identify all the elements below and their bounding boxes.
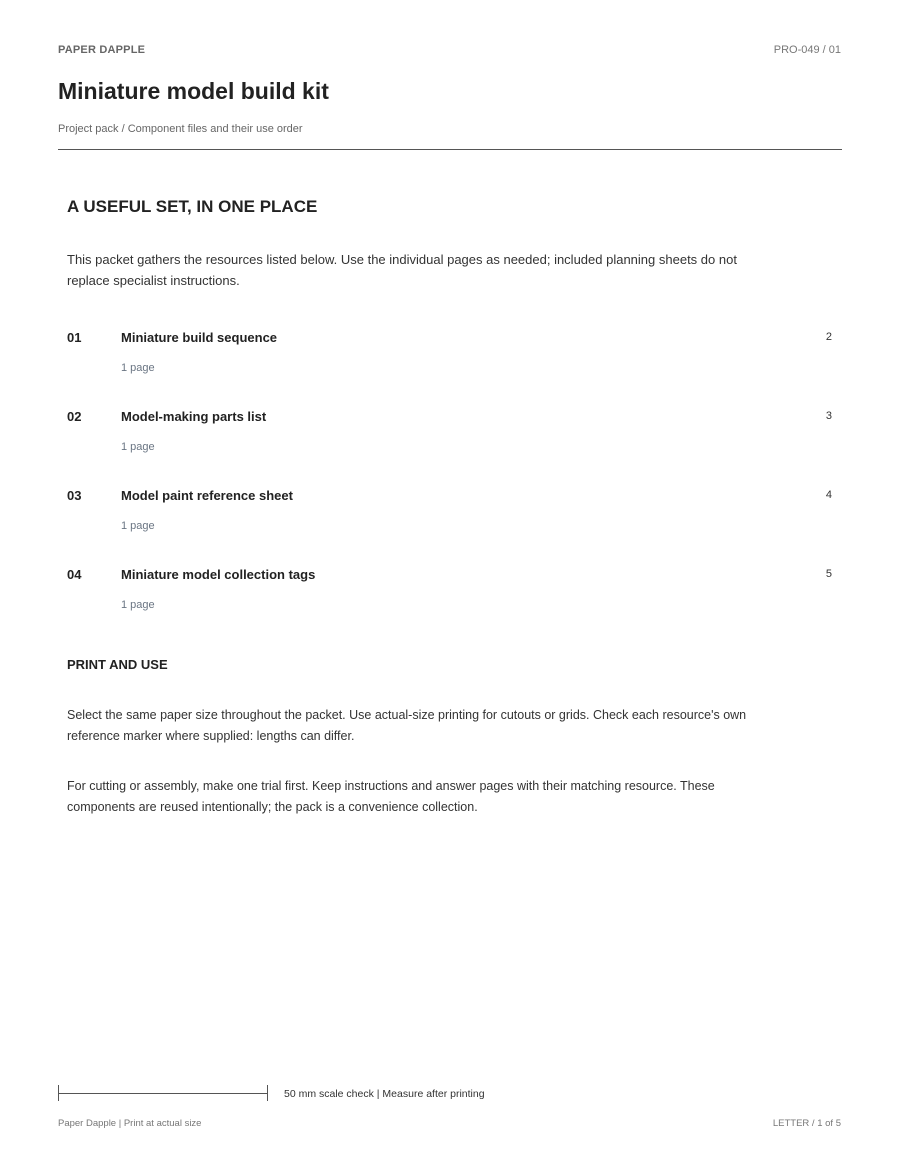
item-title: Model-making parts list — [121, 409, 267, 424]
brand-name: PAPER DAPPLE — [58, 44, 146, 56]
item-number: 01 — [67, 330, 82, 345]
header-divider — [58, 149, 842, 150]
item-page-number: 4 — [825, 489, 832, 501]
item-page-count: 1 page — [121, 362, 155, 374]
scale-check-label: 50 mm scale check | Measure after printing — [284, 1088, 485, 1100]
print-heading: PRINT AND USE — [67, 657, 168, 672]
item-page-number: 2 — [825, 331, 832, 343]
scale-line — [58, 1093, 268, 1094]
scale-check-bar — [58, 1085, 268, 1101]
item-page-number: 5 — [825, 568, 832, 580]
item-page-count: 1 page — [121, 520, 155, 532]
contents-item — [67, 409, 832, 488]
item-number: 04 — [67, 567, 82, 582]
item-page-number: 3 — [825, 410, 832, 422]
print-paragraph-2: For cutting or assembly, make one trial first. Keep instructions and answer pages with their matching resource. These components are reused intentionally; the pack is a convenience collection. — [67, 779, 715, 814]
item-number: 03 — [67, 488, 82, 503]
footer-left-text: Paper Dapple | Print at actual size — [58, 1118, 202, 1129]
item-title: Miniature build sequence — [121, 330, 278, 345]
item-title: Miniature model collection tags — [121, 567, 316, 582]
intro-heading: A USEFUL SET, IN ONE PLACE — [67, 197, 318, 216]
scale-tick-start — [58, 1085, 59, 1101]
item-title: Model paint reference sheet — [121, 488, 293, 503]
contents-item — [67, 567, 832, 646]
scale-tick-end — [267, 1085, 268, 1101]
item-number: 02 — [67, 409, 82, 424]
page-subtitle: Project pack / Component files and their use order — [58, 123, 303, 135]
page-title: Miniature model build kit — [58, 78, 329, 104]
footer-page-indicator: LETTER / 1 of 5 — [772, 1118, 841, 1129]
document-code: PRO-049 / 01 — [773, 44, 841, 56]
item-page-count: 1 page — [121, 599, 155, 611]
contents-item — [67, 330, 832, 409]
contents-item — [67, 488, 832, 567]
intro-paragraph: This packet gathers the resources listed below. Use the individual pages as needed; included planning sheets do not replace specialist instructions. — [67, 252, 737, 288]
contents-list — [67, 330, 832, 646]
item-page-count: 1 page — [121, 441, 155, 453]
print-paragraph-1: Select the same paper size throughout the packet. Use actual-size printing for cutouts or grids. Check each resource's own reference marker where supplied: lengths can differ. — [67, 708, 747, 743]
